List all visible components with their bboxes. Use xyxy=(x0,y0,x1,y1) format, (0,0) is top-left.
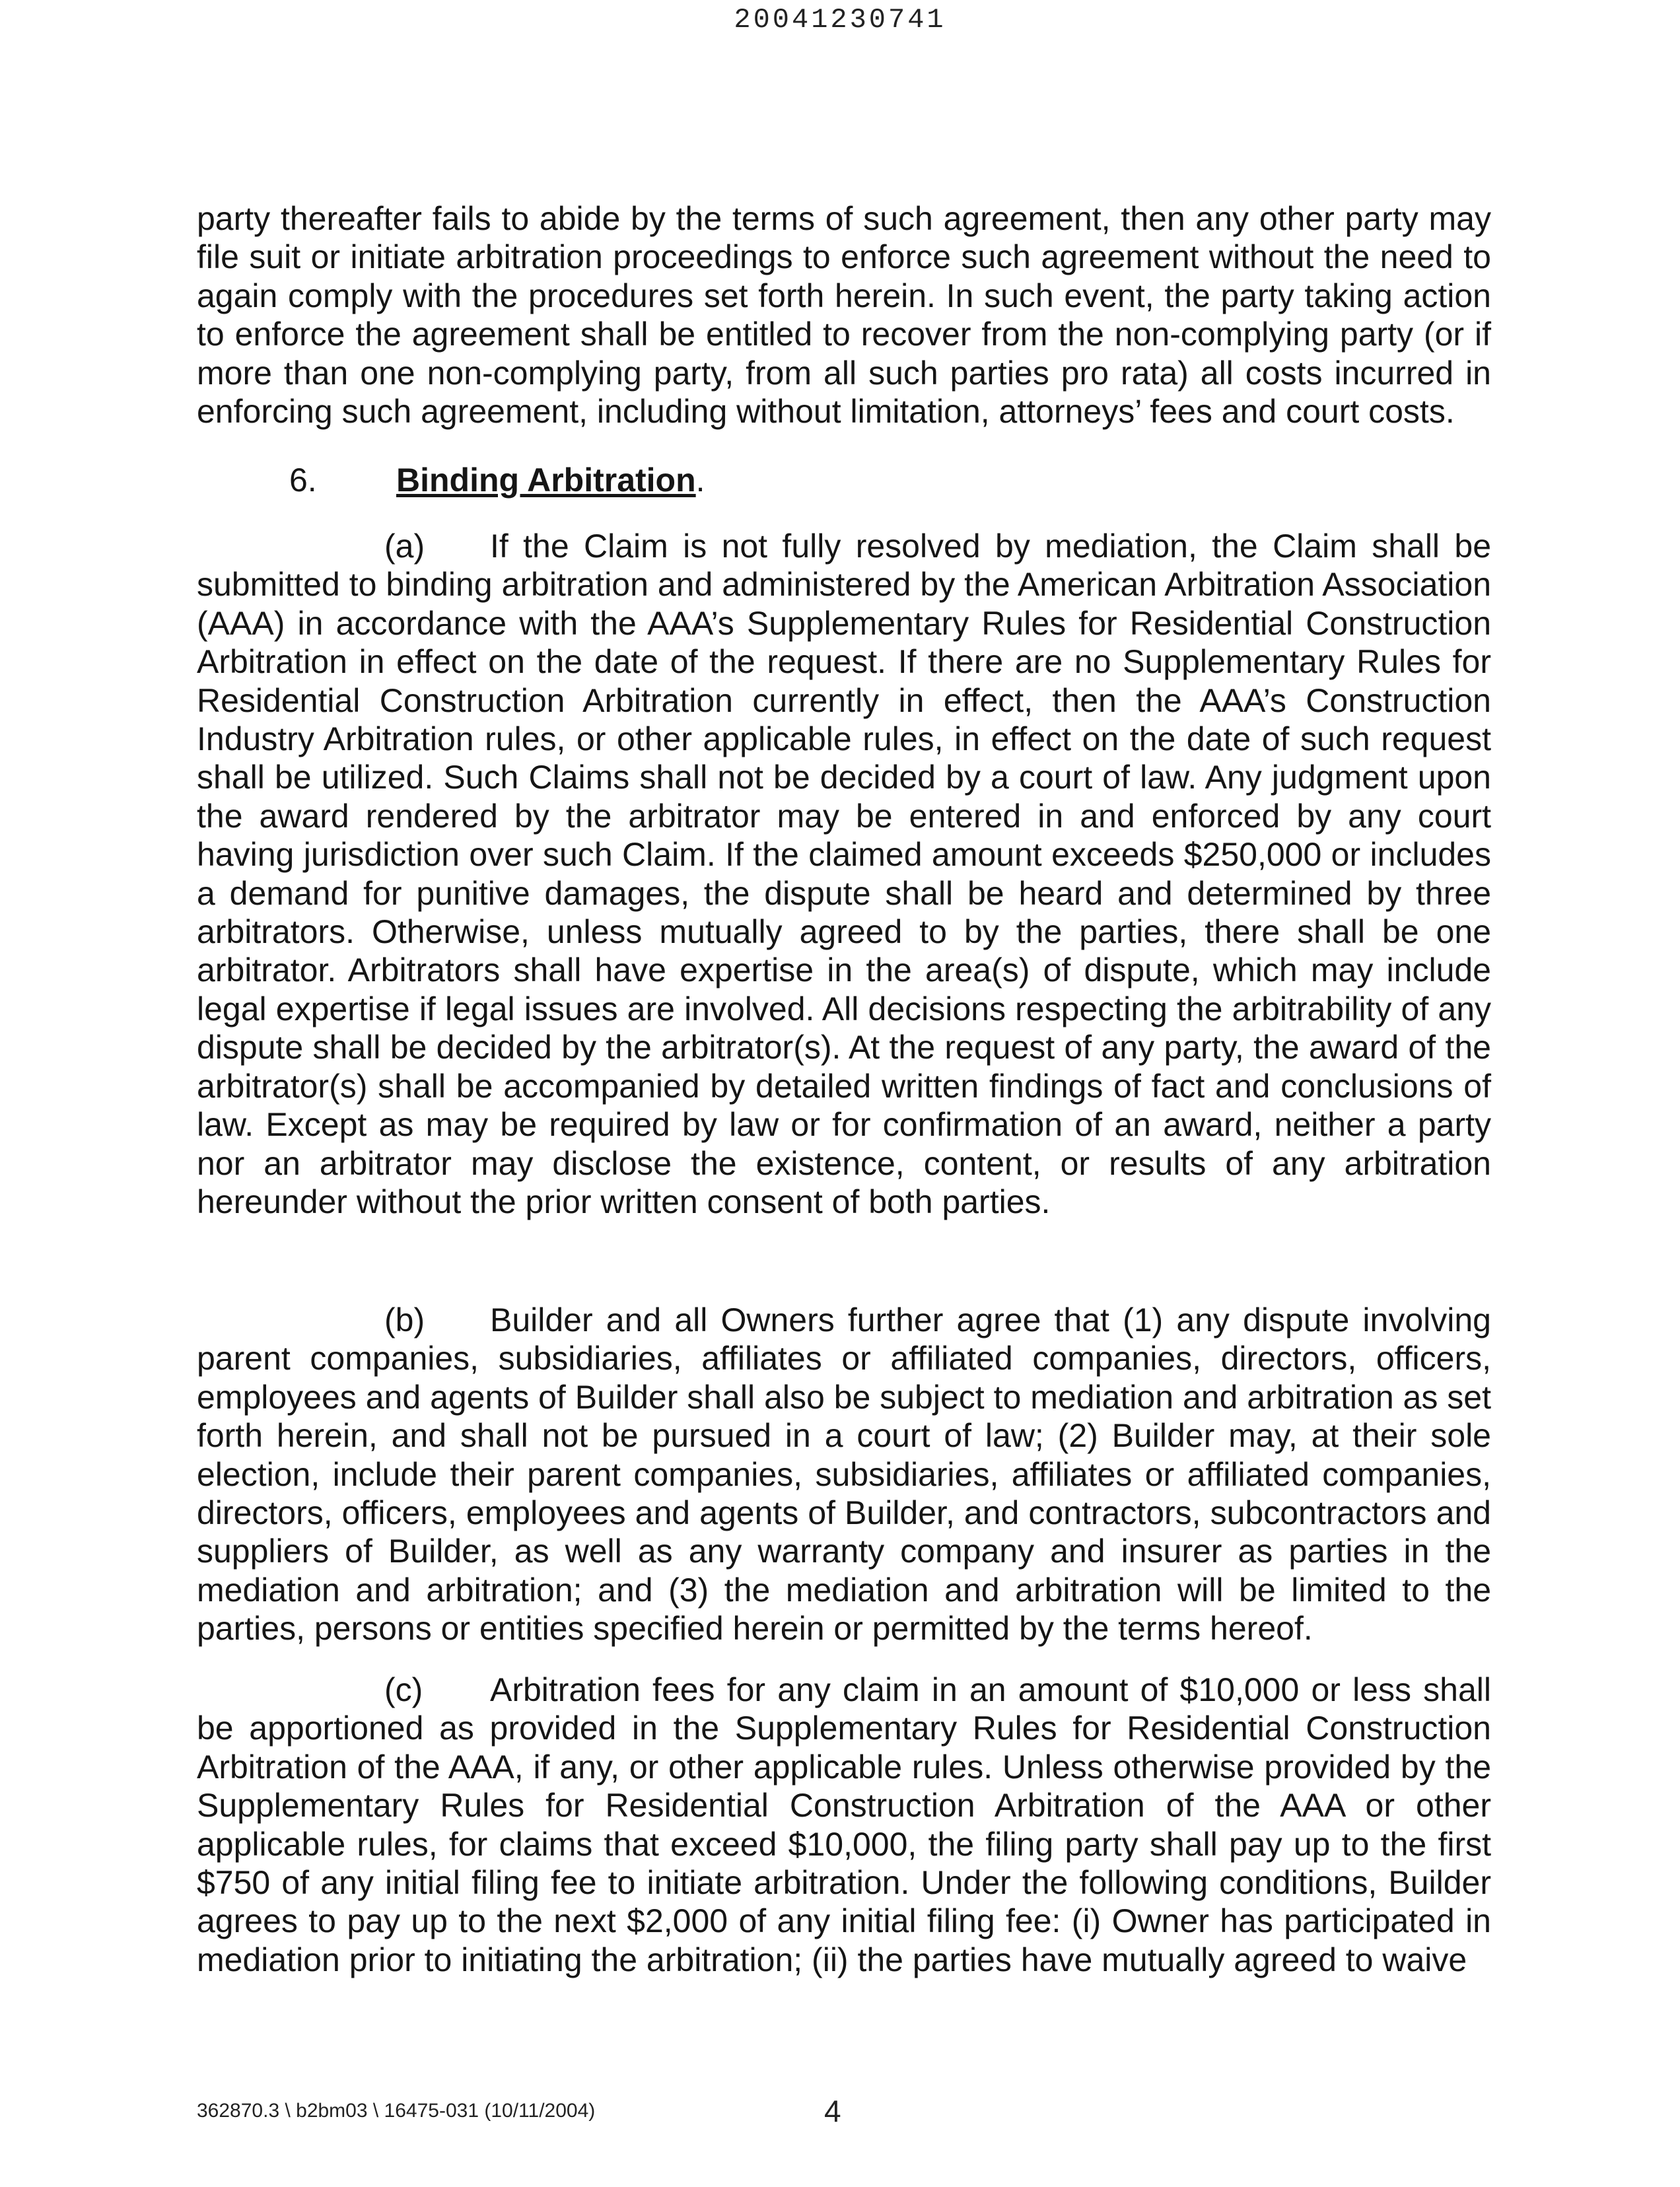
section-heading xyxy=(289,461,705,499)
subsection-c-text: Arbitration fees for any claim in an amount of $10,000 or less shall be apportioned as provided in the Supplementary Rules for Residential Construction Arbitration of the AAA, if any, or other applicable rules. Unless otherwise provided by the Supplementary Rules for Residential Construction Arbitration of the AAA or other applicable rules, for claims that exceed $10,000, the filing party shall pay up to the first $750 of any initial filing fee to initiate arbitration. Under the following conditions, Builder agrees to pay up to the next $2,000 of any initial filing fee: (i) Owner has participated in mediation prior to initiating the arbitration; (ii) the parties have mutually agreed to waive xyxy=(197,1671,1491,1978)
page-number: 4 xyxy=(824,2094,841,2128)
subsection-b-label: (b) xyxy=(384,1302,425,1338)
section-number: 6. xyxy=(289,462,317,499)
subsection-a-text: If the Claim is not fully resolved by mediation, the Claim shall be submitted to binding arbitration and administered by the American Arbitration Association (AAA) in accordance with the AAA’s Supplementary Rules for Residential Construction Arbitration in effect on the date of the request. If there are no Supplementary Rules for Residential Construction Arbitration currently in effect, then the AAA’s Construction Industry Arbitration rules, or other applicable rules, in effect on the date of such request shall be utilized. Such Claims shall not be decided by a court of law. Any judgment upon the award rendered by the arbitrator may be entered in and enforced by any court having jurisdiction over such Claim. If the claimed amount exceeds $250,000 or includes a demand for punitive damages, the dispute shall be heard and determined by three arbitrators. Otherwise, unless mutually agreed to by the parties, there shall be one arbitrator. Arbitrators shall have expertise in the area(s) of dispute, which may include legal expertise if legal issues are involved. All decisions respecting the arbitrability of any dispute shall be decided by the arbitrator(s). At the request of any party, the award of the arbitrator(s) shall be accompanied by detailed written findings of fact and conclusions of law. Except as may be required by law or for confirmation of an award, neither a party nor an arbitrator may disclose the existence, content, or results of any arbitration hereunder without the prior written consent of both parties. xyxy=(197,528,1491,1220)
subsection-a-label: (a) xyxy=(384,528,425,565)
subsection-b xyxy=(197,1301,1491,1648)
footer-document-reference: 362870.3 \ b2bm03 \ 16475-031 (10/11/2004) xyxy=(197,2100,596,2122)
section-title: Binding Arbitration xyxy=(396,462,696,499)
document-number: 20041230741 xyxy=(734,4,946,36)
section-title-suffix: . xyxy=(695,462,705,499)
subsection-a xyxy=(197,527,1491,1221)
subsection-b-text: Builder and all Owners further agree that (1) any dispute involving parent companies, subsidiaries, affiliates or affiliated companies, directors, officers, employees and agents of Builder shall also be subject to mediation and arbitration as set forth herein, and shall not be pursued in a court of law; (2) Builder may, at their sole election, include their parent companies, subsidiaries, affiliates or affiliated companies, directors, officers, employees and agents of Builder, and contractors, subcontractors and suppliers of Builder, as well as any warranty company and insurer as parties in the mediation and arbitration; and (3) the mediation and arbitration will be limited to the parties, persons or entities specified herein or permitted by the terms hereof. xyxy=(197,1302,1491,1648)
subsection-c xyxy=(197,1671,1491,1979)
intro-paragraph: party thereafter fails to abide by the terms of such agreement, then any other party may file suit or initiate arbitration proceedings to enforce such agreement without the need to again comply with the procedures set forth herein. In such event, the party taking action to enforce the agreement shall be entitled to recover from the non-complying party (or if more than one non-complying party, from all such parties pro rata) all costs incurred in enforcing such agreement, including without limitation, attorneys’ fees and court costs. xyxy=(197,200,1491,431)
subsection-c-label: (c) xyxy=(384,1671,423,1708)
